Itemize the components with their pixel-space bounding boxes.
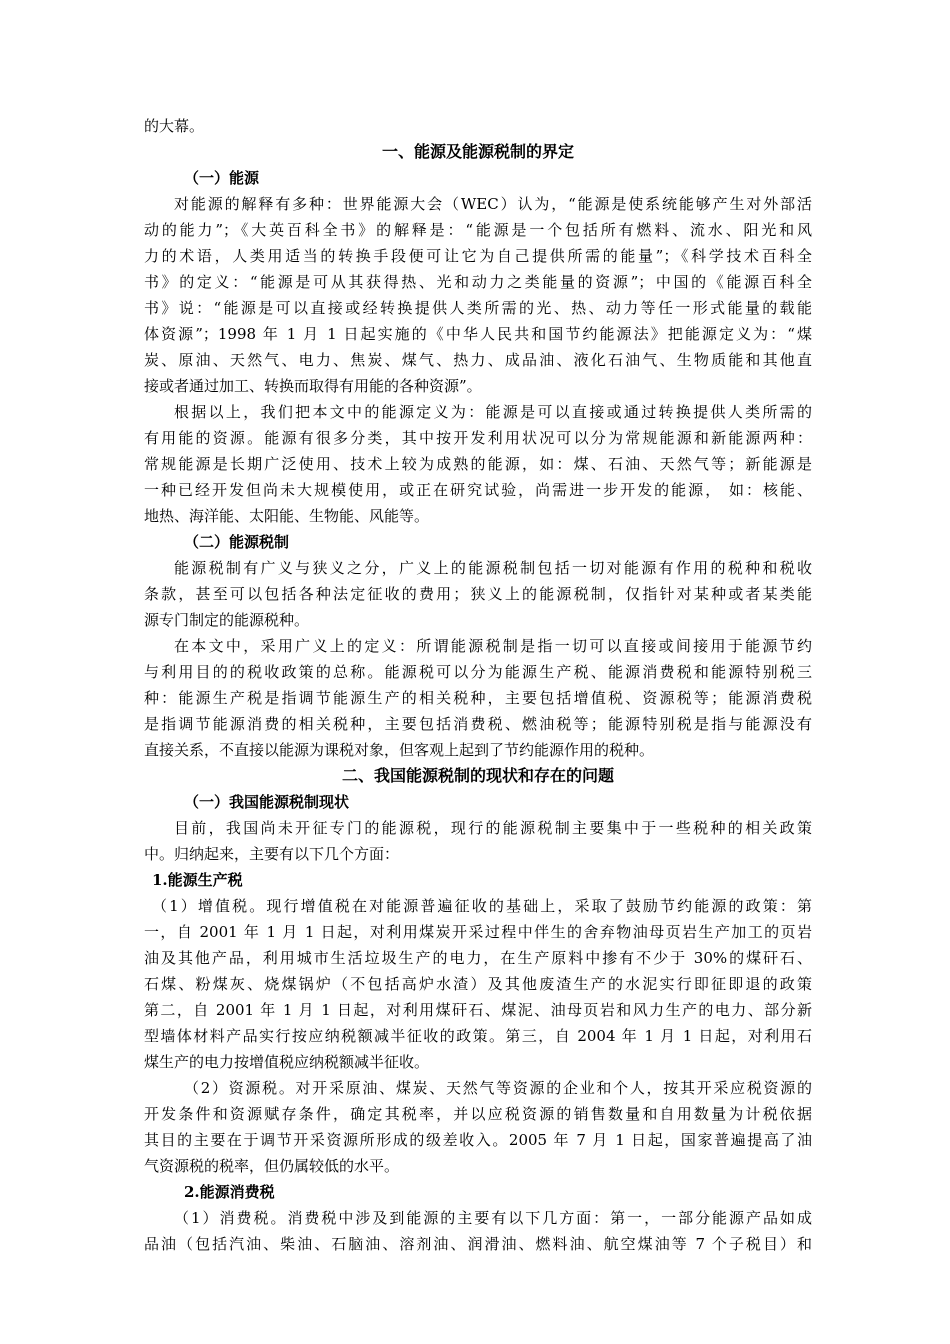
text-line: 一种已经开发但尚未大规模使用，或正在研究试验，尚需进一步开发的能源， 如：核能、 bbox=[144, 481, 812, 499]
text-line: 书》说：“能源是可以直接或经转换提供人类所需的光、热、动力等任一形式能量的载能 bbox=[144, 299, 812, 317]
text-line: 力的术语，人类用适当的转换手段便可让它为自己提供所需的能量”；《科学技术百科全 bbox=[144, 247, 812, 265]
text-line: 书》的定义：“能源是可从其获得热、光和动力之类能量的资源”；中国的《能源百科全 bbox=[144, 273, 812, 291]
text-line: 石煤、粉煤灰、烧煤锅炉（不包括高炉水渣）及其他废渣生产的水泥实行即征即退的政策 bbox=[144, 975, 812, 993]
text-line: 条款，甚至可以包括各种法定征收的费用；狭义上的能源税制，仅指针对某种或者某类能 bbox=[144, 585, 812, 603]
text-line: 开发条件和资源赋存条件，确定其税率，并以应税资源的销售数量和自用数量为计税依据 bbox=[144, 1105, 812, 1123]
subsection-heading: 1.能源生产税 bbox=[152, 871, 243, 889]
text-line: 对能源的解释有多种：世界能源大会（WEC）认为，“能源是使系统能够产生对外部活 bbox=[174, 195, 812, 213]
text-line: 炭、原油、天然气、电力、焦炭、煤气、热力、成品油、液化石油气、生物质能和其他直 bbox=[144, 351, 812, 369]
text-line: （1）增值税。现行增值税在对能源普遍征收的基础上，采取了鼓励节约能源的政策：第 bbox=[152, 897, 812, 915]
text-line: 一，自 2001 年 1 月 1 日起，对利用煤炭开采过程中伴生的舍弃物油母页岩生产加工的页岩 bbox=[144, 923, 812, 941]
text-line: 气资源税的税率，但仍属较低的水平。 bbox=[144, 1157, 400, 1175]
text-line: 常规能源是长期广泛使用、技术上较为成熟的能源，如：煤、石油、天然气等；新能源是 bbox=[144, 455, 812, 473]
text-line: 根据以上，我们把本文中的能源定义为：能源是可以直接或通过转换提供人类所需的 bbox=[174, 403, 812, 421]
text-line: 的大幕。 bbox=[144, 117, 205, 135]
text-line: 品油（包括汽油、柴油、石脑油、溶剂油、润滑油、燃料油、航空煤油等 7 个子税目）和 bbox=[144, 1235, 812, 1253]
text-line: 其目的主要在于调节开采资源所形成的级差收入。2005 年 7 月 1 日起，国家普遍提高了油 bbox=[144, 1131, 812, 1149]
text-line: 地热、海洋能、太阳能、生物能、风能等。 bbox=[144, 507, 430, 525]
text-line: 能源税制有广义与狭义之分，广义上的能源税制包括一切对能源有作用的税种和税收 bbox=[174, 559, 812, 577]
text-line: 有用能的资源。能源有很多分类，其中按开发利用状况可以分为常规能源和新能源两种： bbox=[144, 429, 812, 447]
text-line: 油及其他产品，利用城市生活垃圾生产的电力，在生产原料中掺有不少于 30%的煤矸石、 bbox=[144, 949, 812, 967]
text-line: 体资源”；1998 年 1 月 1 日起实施的《中华人民共和国节约能源法》把能源定义为：“煤 bbox=[144, 325, 812, 343]
text-line: 种：能源生产税是指调节能源生产的相关税种，主要包括增值税、资源税等；能源消费税 bbox=[144, 689, 812, 707]
subsection-heading: 2.能源消费税 bbox=[184, 1183, 275, 1201]
section-heading: 一、能源及能源税制的界定 bbox=[381, 142, 574, 161]
text-line: 接或者通过加工、转换而取得有用能的各种资源”。 bbox=[144, 377, 482, 395]
text-line: 动的能力”；《大英百科全书》的解释是：“能源是一个包括所有燃料、流水、阳光和风 bbox=[144, 221, 812, 239]
text-line: 直接关系，不直接以能源为课税对象，但客观上起到了节约能源作用的税种。 bbox=[144, 741, 655, 759]
text-line: 源专门制定的能源税种。 bbox=[144, 611, 310, 629]
text-line: 在本文中，采用广义上的定义：所谓能源税制是指一切可以直接或间接用于能源节约 bbox=[174, 637, 812, 655]
text-line: 第二，自 2001 年 1 月 1 日起，对利用煤矸石、煤泥、油母页岩和风力生产的电力、部分新 bbox=[144, 1001, 812, 1019]
subsection-heading: （一）我国能源税制现状 bbox=[184, 793, 350, 811]
section-heading: 二、我国能源税制的现状和存在的问题 bbox=[341, 766, 614, 785]
text-line: 煤生产的电力按增值税应纳税额减半征收。 bbox=[144, 1053, 430, 1071]
text-line: 型墙体材料产品实行按应纳税额减半征收的政策。第三，自 2004 年 1 月 1 日起，对利用石 bbox=[144, 1027, 812, 1045]
text-line: 是指调节能源消费的相关税种，主要包括消费税、燃油税等；能源特别税是指与能源没有 bbox=[144, 715, 812, 733]
subsection-heading: （一）能源 bbox=[184, 169, 260, 187]
subsection-heading: （二）能源税制 bbox=[184, 533, 290, 551]
text-line: 与利用目的的税收政策的总称。能源税可以分为能源生产税、能源消费税和能源特别税三 bbox=[144, 663, 812, 681]
text-line: （2）资源税。对开采原油、煤炭、天然气等资源的企业和个人，按其开采应税资源的 bbox=[184, 1079, 812, 1097]
text-line: 中。归纳起来，主要有以下几个方面： bbox=[144, 845, 400, 863]
document-page bbox=[144, 113, 812, 1257]
text-line: （1）消费税。消费税中涉及到能源的主要有以下几方面：第一，一部分能源产品如成 bbox=[174, 1209, 812, 1227]
text-line: 目前，我国尚未开征专门的能源税，现行的能源税制主要集中于一些税种的相关政策 bbox=[174, 819, 812, 837]
